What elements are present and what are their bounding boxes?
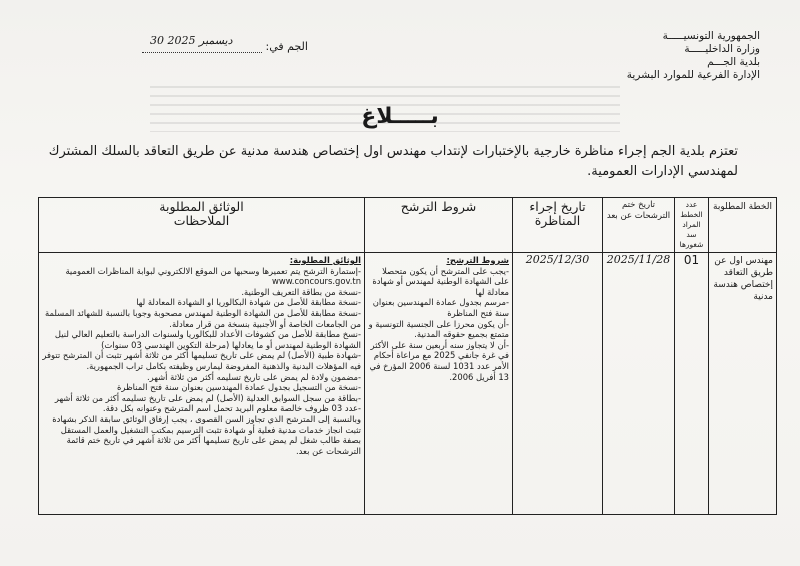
documents-title: الوثائق المطلوبة: — [289, 255, 361, 265]
document-item: -نسخة من بطاقة التعريف الوطنية. — [241, 286, 361, 297]
cell-conditions — [365, 253, 513, 515]
cell-plan: مهندس اول عن طريق التعاقد إختصاص هندسة مدنية — [709, 253, 777, 515]
dateline-value: 30 ديسمبر 2025 — [150, 34, 233, 47]
document-item: -شهادة طبية (الأصل) لم يمض على تاريخ تسليمها أكثر من ثلاثة أشهر تثبت أن المترشح تتوفر فيه المؤهلات البدنية والذهنية المفروضة ليمارس وظيفته بكامل تراب الجمهورية. — [42, 350, 361, 371]
condition-item: -يجب على المترشح أن يكون متحصلا على الشهادة الوطنية لمهندس أو شهادة معادلة لها — [372, 265, 509, 297]
dateline — [142, 34, 308, 53]
document-item: -نسخ مطابقة للأصل من كشوفات الأعداد للبكالوريا ولسنوات الدراسة بالتعليم العالي لنيل الشهادة الوطنية لمهندس أو ما يعادلها (مرحلة التكوين الهندسي 03 سنوات) — [54, 329, 361, 350]
directorate-name: الإدارة الفرعية للموارد البشرية — [626, 69, 760, 81]
letterhead — [560, 30, 760, 82]
cell-closing-date: 2025/11/28 — [603, 253, 675, 515]
header-conditions: شروط الترشح — [365, 198, 513, 253]
republic-name: الجمهورية التونسيـــــة — [662, 30, 760, 42]
document-item: -مضمون ولادة لم يمض على تاريخ تسليمه أكثر من ثلاثة أشهر. — [146, 371, 361, 382]
conditions-title: شروط الترشح: — [446, 255, 509, 265]
condition-item: -مرسم بجدول عمادة المهندسين بعنوان سنة فتح المناظرة — [372, 297, 509, 318]
header-count: عدد الخطط المراد سد شغورها — [675, 198, 709, 253]
municipality-name: بلدية الجـــم — [707, 56, 760, 68]
header-documents-notes — [39, 198, 365, 253]
document-item: -بطاقة من سجل السوابق العدلية (الأصل) لم يمض على تاريخ تسليمه أكثر من ثلاثة أشهر — [54, 392, 361, 403]
condition-item: -أن يكون محرزا على الجنسية التونسية و متمتع بجميع حقوقه المدنية. — [368, 318, 509, 340]
page-title: بـــــلاغ — [361, 104, 439, 129]
header-exam-date: تاريخ إجراء المناظرة — [513, 198, 603, 253]
condition-item: -أن لا يتجاوز سنه أربعين سنة على الأكثر في غرة جانفي 2025 مع مراعاة أحكام الأمر عدد 1031 لسنة 2006 المؤرخ في 13 أفريل 2006. — [369, 339, 509, 382]
header-plan: الخطة المطلوبة — [709, 198, 777, 253]
competition-table — [38, 197, 777, 515]
table-header-row — [39, 198, 777, 253]
dateline-field — [142, 34, 262, 53]
header-closing-date: تاريخ ختم الترشحات عن بعد — [603, 198, 675, 253]
document-item: -نسخة من التسجيل بجدول عمادة المهندسين بعنوان سنة فتح المناظرة — [116, 382, 361, 393]
dateline-label: الجم في: — [265, 40, 308, 53]
announcement-intro: تعتزم بلدية الجم إجراء مناظرة خارجية بالإختبارات لإنتداب مهندس اول إختصاص هندسة مدنية عن طريق التعاقد بالسلك المشترك لمهندسي الإدارات العمومية. — [48, 144, 738, 179]
cell-documents — [39, 253, 365, 515]
table-row — [39, 253, 777, 515]
document-item: -نسخة مطابقة للأصل من الشهادة الوطنية لمهندس مصحوبة وجوبا بالنسبة للشهائد المسلمة من الجامعات الخاصة أو الأجنبية بنسخة من قرار معادلة. — [45, 307, 361, 329]
cell-count: 01 — [675, 253, 709, 515]
document-item: -نسخة مطابقة للأصل من شهادة البكالوريا او الشهادة المعادلة لها — [136, 297, 361, 308]
document-item: -إستمارة الترشح يتم تعميرها وسحبها من الموقع الالكتروني لبوابة المناظرات العمومية www.concours.gov.tn — [65, 265, 361, 287]
document-item: وبالنسبة إلى المترشح الذي تجاوز السن القصوى ، يجب إرفاق الوثائق سابقة الذكر بشهادة تثبت انجاز خدمات مدنية فعلية أو شهادة تثبت الترسيم بمكتب التشغيل والعمل المستقل بصفة طالب شغل لم يمض على تاريخ تسليمها أكثر من ثلاثة أشهر في تاريخ ختم قائمة الترشحات عن بعد. — [52, 413, 361, 456]
header-notes: الملاحظات — [173, 213, 230, 228]
cell-exam-date: 2025/12/30 — [513, 253, 603, 515]
ministry-name: وزارة الداخليـــــة — [684, 43, 760, 55]
document-item: -عدد 03 ظروف خالصة معلوم البريد تحمل اسم المترشح وعنوانه بكل دقة. — [102, 403, 361, 414]
header-documents: الوثائق المطلوبة — [159, 199, 244, 214]
